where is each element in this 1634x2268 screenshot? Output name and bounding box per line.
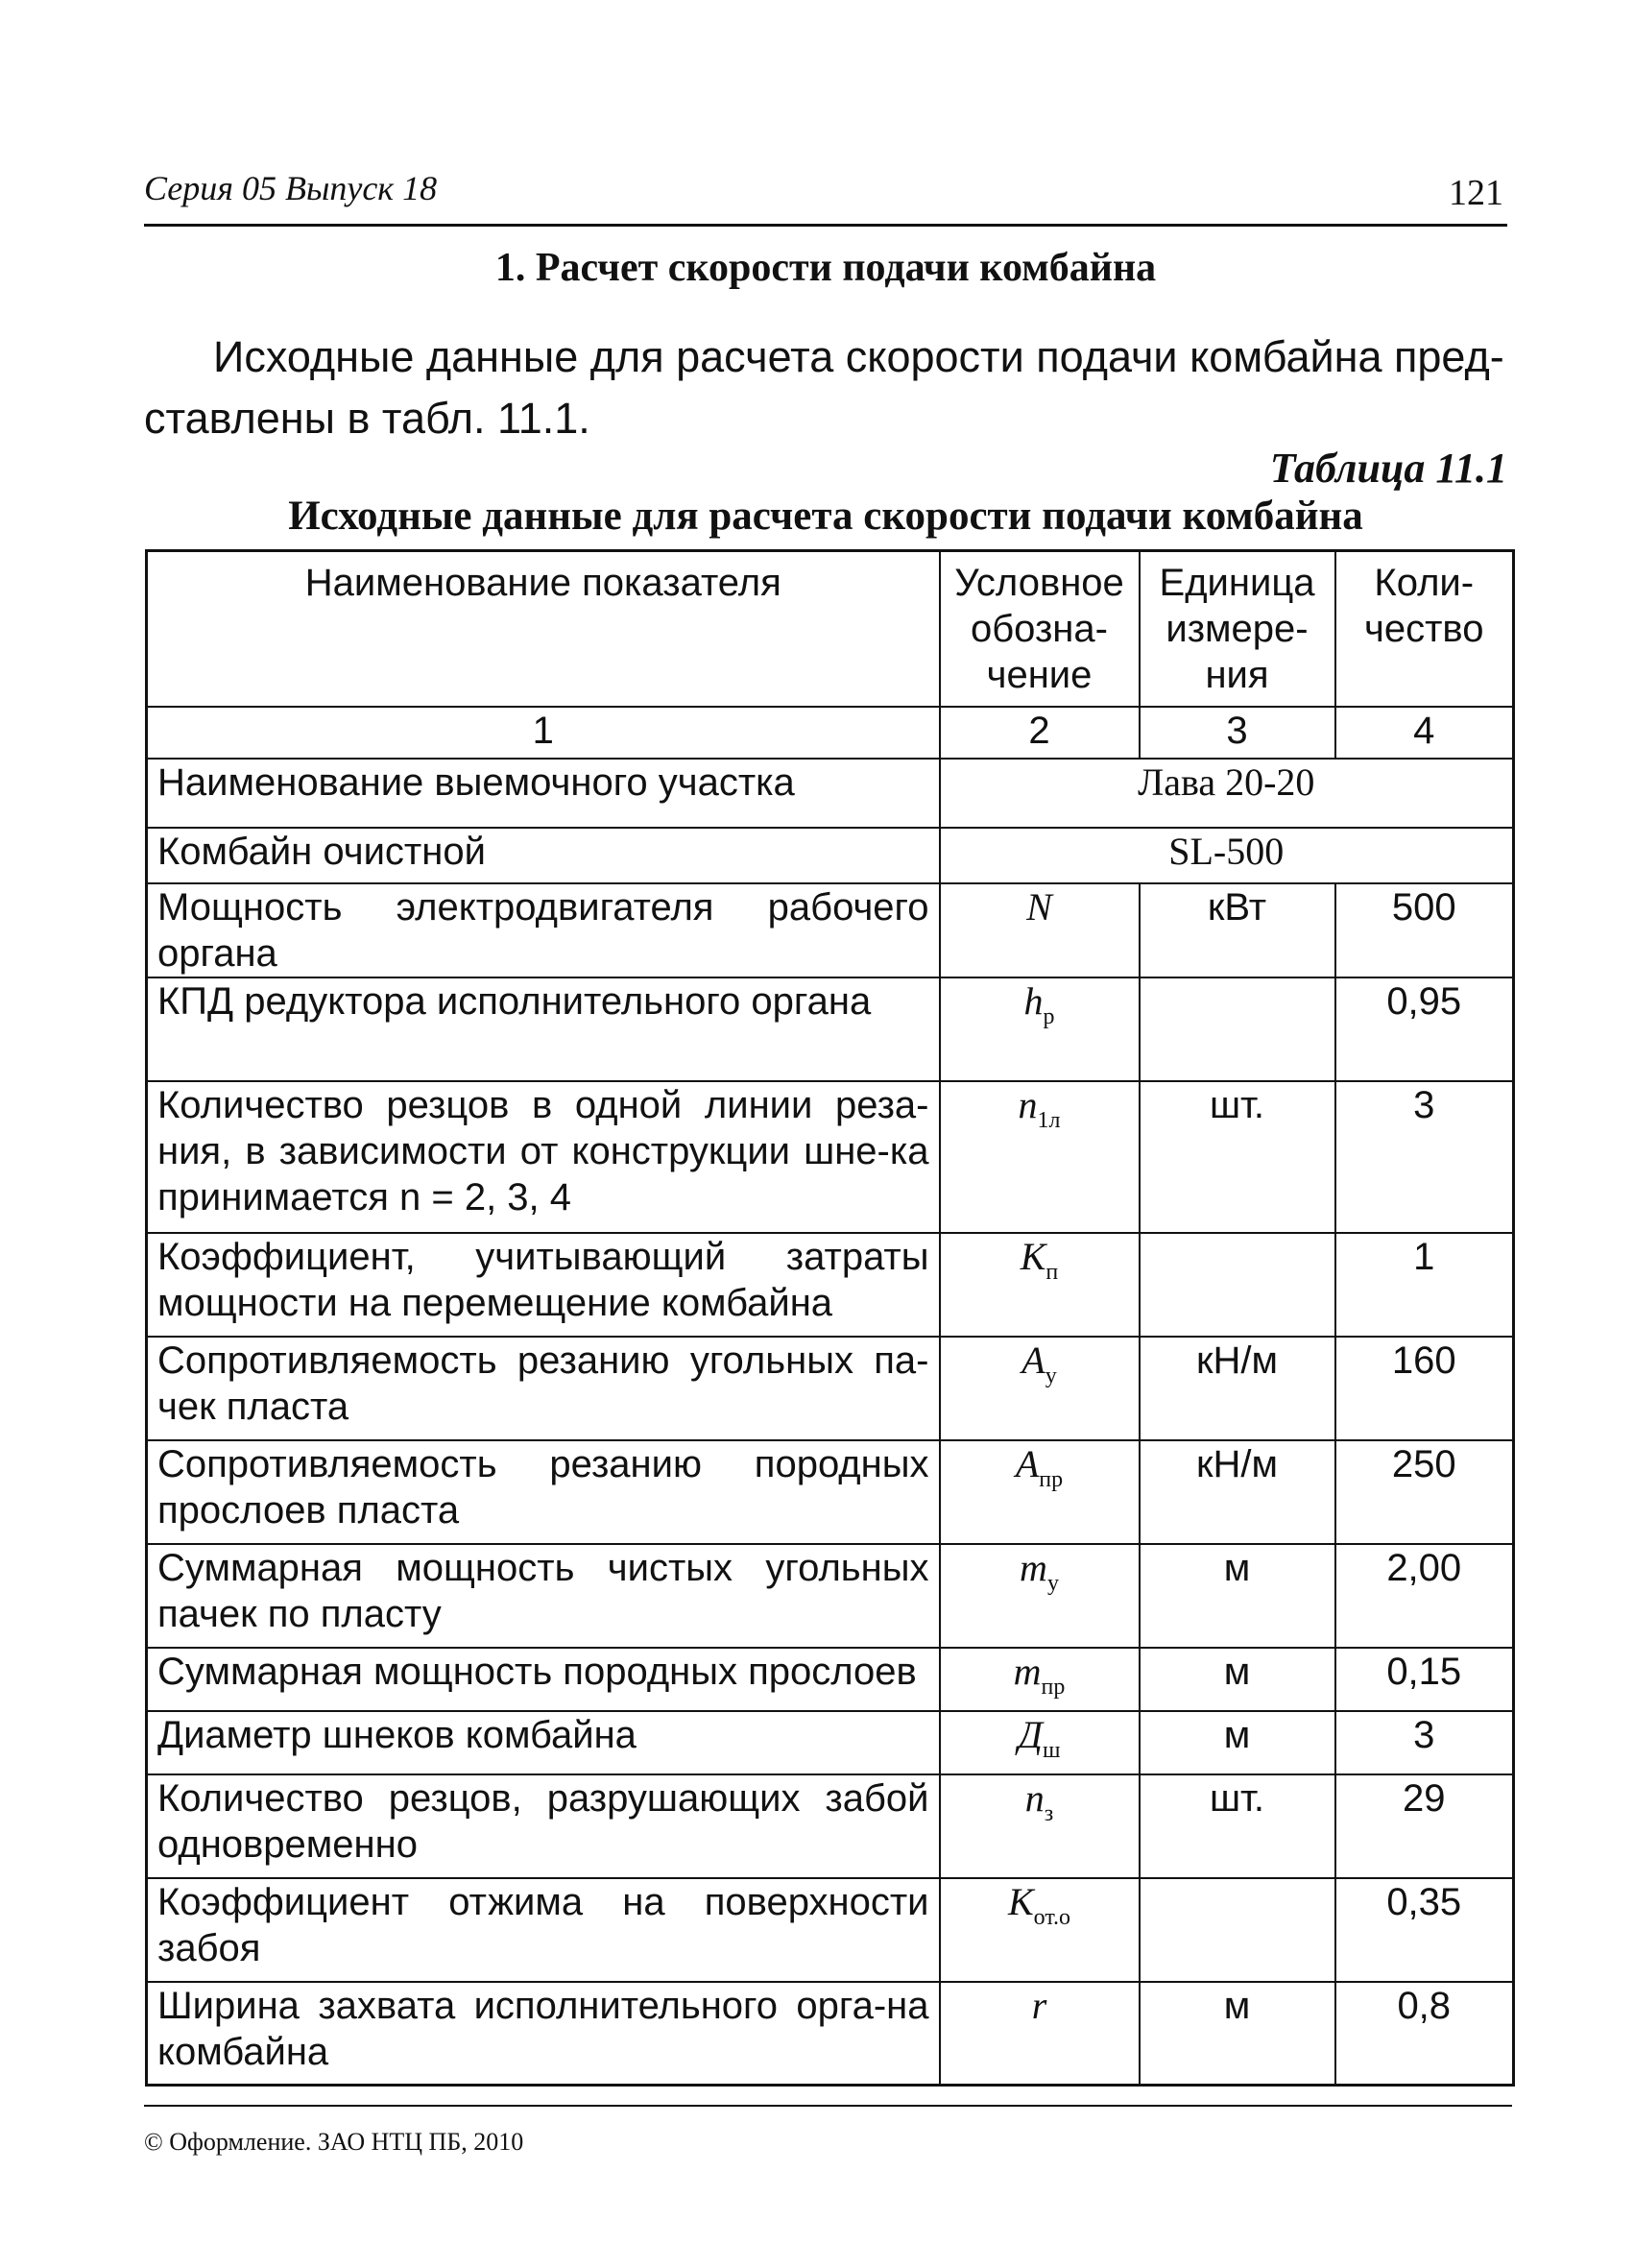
- symbol-letter: h: [1023, 978, 1044, 1023]
- table-row: [147, 1648, 1514, 1711]
- symbol-cell: [940, 1774, 1140, 1878]
- unit-cell: м: [1140, 1711, 1335, 1774]
- unit-cell: шт.: [1140, 1081, 1335, 1233]
- symbol-subscript: 1л: [1037, 1107, 1061, 1133]
- unit-cell: [1140, 1233, 1335, 1337]
- column-number: 2: [940, 707, 1140, 759]
- symbol-subscript: р: [1043, 1003, 1055, 1029]
- symbol-subscript: от.о: [1033, 1904, 1071, 1930]
- value-cell: 2,00: [1335, 1544, 1514, 1648]
- indicator-name: КПД редуктора исполнительного органа: [147, 977, 940, 1081]
- indicator-name: Комбайн очистной: [147, 828, 940, 883]
- unit-cell: м: [1140, 1648, 1335, 1711]
- merged-value: Лава 20-20: [940, 759, 1514, 828]
- value-cell: 29: [1335, 1774, 1514, 1878]
- symbol-letter: K: [1020, 1234, 1046, 1278]
- symbol: [1007, 1879, 1071, 1930]
- symbol: [1013, 1649, 1066, 1700]
- unit-cell: кВт: [1140, 883, 1335, 977]
- symbol-subscript: пр: [1039, 1466, 1064, 1492]
- column-number: 3: [1140, 707, 1335, 759]
- indicator-name: Коэффициент отжима на поверхности забоя: [147, 1878, 940, 1982]
- symbol-letter: n: [1024, 1775, 1045, 1820]
- header-cell: Единица измере-ния: [1140, 551, 1335, 707]
- symbol-letter: m: [1013, 1649, 1042, 1693]
- footer-rule: [144, 2105, 1512, 2107]
- unit-cell: [1140, 977, 1335, 1081]
- symbol: [1020, 1234, 1059, 1285]
- symbol: [1024, 1775, 1054, 1826]
- indicator-name: Диаметр шнеков комбайна: [147, 1711, 940, 1774]
- symbol: [1018, 1082, 1061, 1133]
- table-row: [147, 1337, 1514, 1440]
- symbol: [1020, 1545, 1059, 1596]
- symbol-subscript: з: [1044, 1800, 1054, 1826]
- symbol-letter: Д: [1018, 1712, 1043, 1756]
- value-cell: 160: [1335, 1337, 1514, 1440]
- merged-value: SL-500: [940, 828, 1514, 883]
- value-cell: 0,8: [1335, 1982, 1514, 2086]
- table-row: [147, 977, 1514, 1081]
- column-number: 4: [1335, 707, 1514, 759]
- symbol-cell: [940, 1711, 1140, 1774]
- indicator-name: Мощность электродвигателя рабочего органа: [147, 883, 940, 977]
- indicator-name: Суммарная мощность чистых угольных пачек по пласту: [147, 1544, 940, 1648]
- table-row: [147, 759, 1514, 828]
- symbol-cell: [940, 1878, 1140, 1982]
- symbol: [1021, 1338, 1057, 1388]
- unit-cell: м: [1140, 1982, 1335, 2086]
- header-cell: Наименование показателя: [147, 551, 940, 707]
- value-cell: 0,95: [1335, 977, 1514, 1081]
- indicator-name: Сопротивляемость резанию породных прослоев пласта: [147, 1440, 940, 1544]
- intro-line-2: ставлены в табл. 11.1.: [144, 394, 590, 443]
- value-cell: 3: [1335, 1081, 1514, 1233]
- unit-cell: шт.: [1140, 1774, 1335, 1878]
- value-cell: 3: [1335, 1711, 1514, 1774]
- value-cell: 1: [1335, 1233, 1514, 1337]
- copyright: © Оформление. ЗАО НТЦ ПБ, 2010: [144, 2128, 524, 2156]
- table-row: [147, 1774, 1514, 1878]
- value-cell: 250: [1335, 1440, 1514, 1544]
- table-label: Таблица 11.1: [1269, 445, 1507, 492]
- column-number-row: [147, 707, 1514, 759]
- page-number: 121: [1449, 173, 1503, 213]
- symbol-letter: N: [1026, 884, 1052, 929]
- value-cell: 0,15: [1335, 1648, 1514, 1711]
- table-row: [147, 1440, 1514, 1544]
- running-header: [144, 168, 1507, 227]
- symbol-subscript: у: [1045, 1363, 1057, 1388]
- series-label: Серия 05 Выпуск 18: [144, 169, 438, 207]
- symbol-cell: [940, 1081, 1140, 1233]
- table-row: [147, 1878, 1514, 1982]
- table-caption: Исходные данные для расчета скорости подачи комбайна: [288, 494, 1363, 539]
- table-row: [147, 883, 1514, 977]
- symbol-cell: [940, 883, 1140, 977]
- table-body: [147, 551, 1514, 2086]
- table-row: [147, 1544, 1514, 1648]
- symbol-letter: A: [1015, 1441, 1040, 1485]
- indicator-name: Наименование выемочного участка: [147, 759, 940, 828]
- indicator-name: Количество резцов, разрушающих забой одновременно: [147, 1774, 940, 1878]
- indicator-name: Коэффициент, учитывающий затраты мощности на перемещение комбайна: [147, 1233, 940, 1337]
- symbol-cell: [940, 1544, 1140, 1648]
- value-cell: 0,35: [1335, 1878, 1514, 1982]
- intro-paragraph: [144, 326, 1507, 449]
- unit-cell: м: [1140, 1544, 1335, 1648]
- section-title: 1. Расчет скорости подачи комбайна: [494, 246, 1157, 290]
- symbol-letter: r: [1031, 1983, 1047, 2027]
- symbol-cell: [940, 1648, 1140, 1711]
- symbol: [1015, 1441, 1064, 1492]
- symbol-subscript: п: [1045, 1259, 1059, 1285]
- symbol-subscript: у: [1046, 1570, 1059, 1596]
- unit-cell: кН/м: [1140, 1337, 1335, 1440]
- table-row: [147, 1982, 1514, 2086]
- symbol-letter: m: [1020, 1545, 1047, 1589]
- symbol-subscript: ш: [1042, 1737, 1061, 1763]
- symbol-cell: [940, 1337, 1140, 1440]
- symbol-cell: [940, 977, 1140, 1081]
- indicator-name: Суммарная мощность породных прослоев: [147, 1648, 940, 1711]
- symbol-cell: [940, 1440, 1140, 1544]
- symbol: [1018, 1712, 1061, 1763]
- table-row: [147, 1711, 1514, 1774]
- table-row: [147, 1081, 1514, 1233]
- header-cell: Коли-чество: [1335, 551, 1514, 707]
- symbol-subscript: пр: [1041, 1674, 1066, 1700]
- symbol-letter: n: [1018, 1082, 1038, 1126]
- indicator-name: Сопротивляемость резанию угольных па-чек пласта: [147, 1337, 940, 1440]
- indicator-name: Ширина захвата исполнительного орга-на комбайна: [147, 1982, 940, 2086]
- intro-line-1: Исходные данные для расчета скорости подачи комбайна пред-: [213, 332, 1504, 381]
- value-cell: 500: [1335, 883, 1514, 977]
- symbol-cell: [940, 1982, 1140, 2086]
- data-table: [145, 549, 1515, 2087]
- symbol-cell: [940, 1233, 1140, 1337]
- table-row: [147, 1233, 1514, 1337]
- symbol: [1023, 978, 1055, 1029]
- symbol: [1026, 885, 1052, 929]
- symbol: [1032, 1984, 1047, 2027]
- unit-cell: [1140, 1878, 1335, 1982]
- symbol-letter: A: [1021, 1338, 1045, 1382]
- column-number: 1: [147, 707, 940, 759]
- table-row: [147, 828, 1514, 883]
- header-cell: Условное обозна-чение: [940, 551, 1140, 707]
- symbol-letter: K: [1007, 1879, 1034, 1923]
- table-header-row: [147, 551, 1514, 707]
- indicator-name: Количество резцов в одной линии реза-ния, в зависимости от конструкции шне-ка принимается n = 2, 3, 4: [147, 1081, 940, 1233]
- unit-cell: кН/м: [1140, 1440, 1335, 1544]
